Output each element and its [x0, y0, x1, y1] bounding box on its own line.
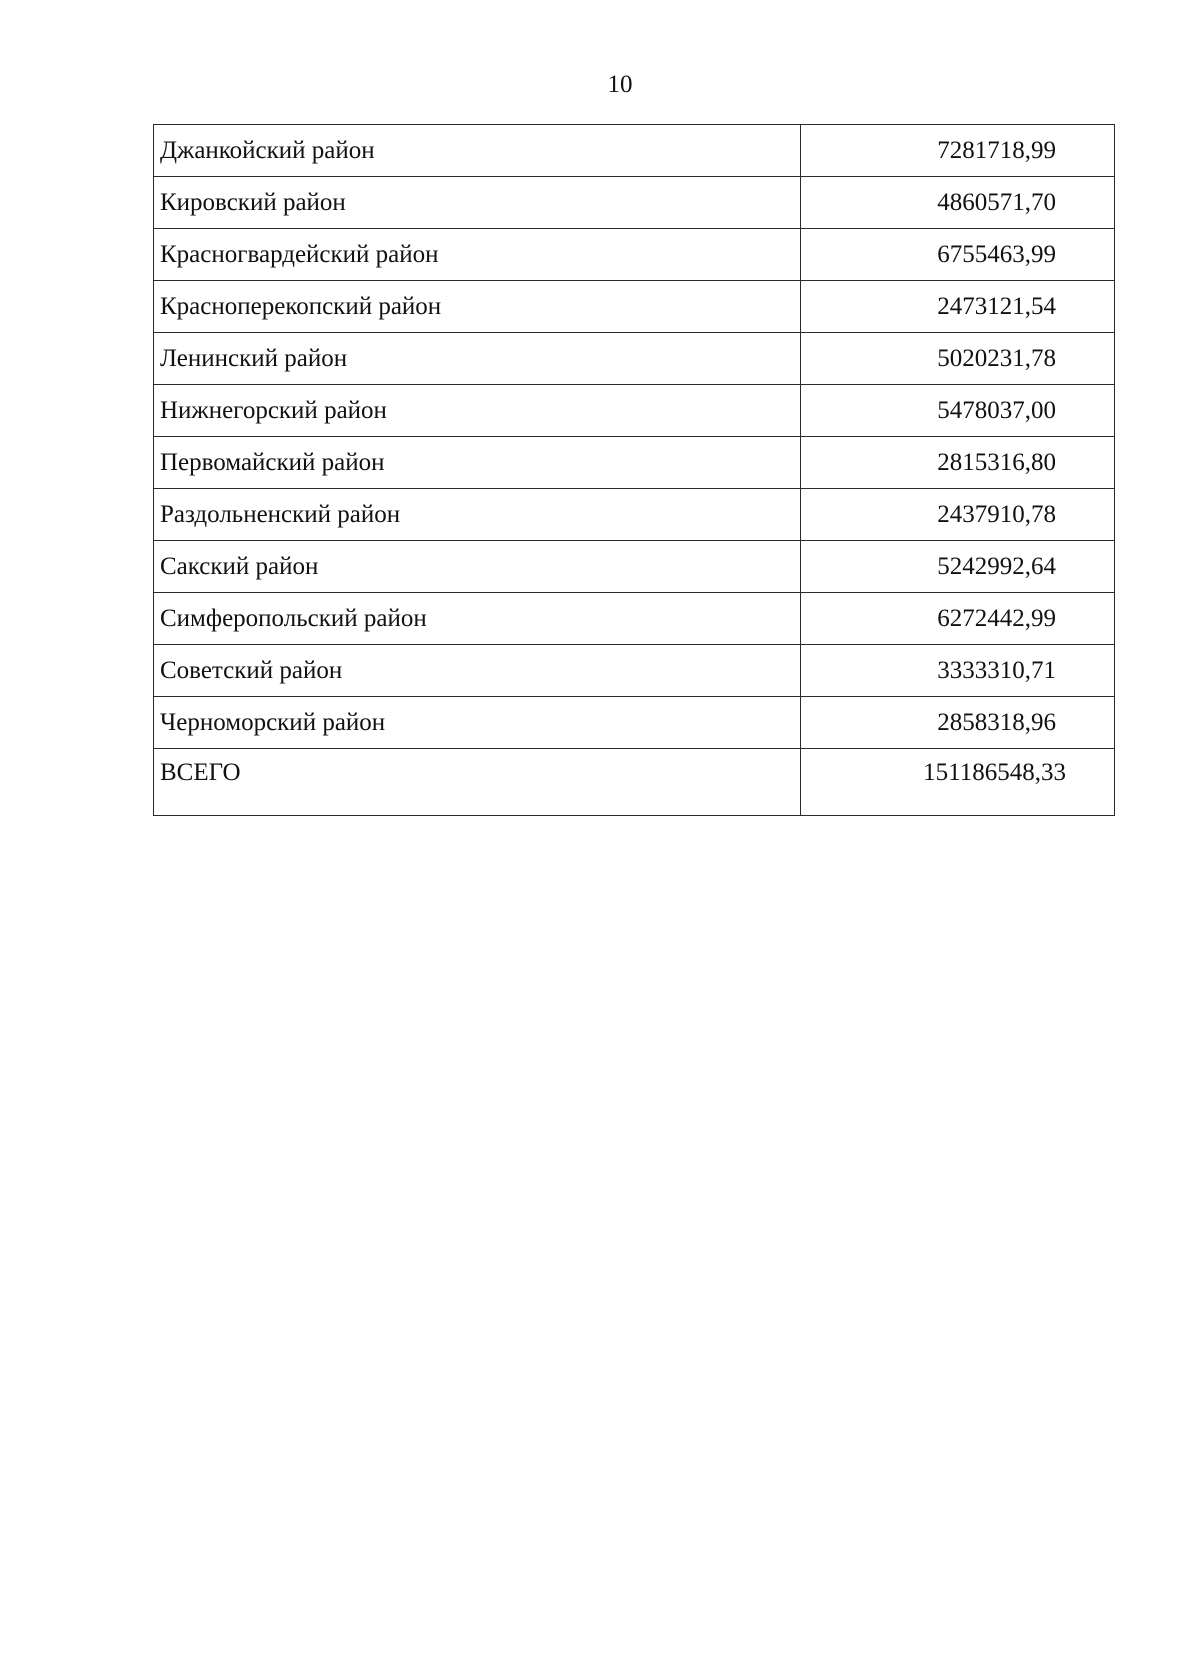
table-row	[154, 593, 1115, 645]
district-name-cell: Сакский район	[154, 541, 801, 593]
district-name-cell: Раздольненский район	[154, 489, 801, 541]
table-body	[154, 125, 1115, 816]
district-name-cell: Ленинский район	[154, 333, 801, 385]
district-amounts-table	[153, 124, 1115, 816]
amount-cell: 2473121,54	[801, 281, 1115, 333]
amount-cell: 3333310,71	[801, 645, 1115, 697]
amount-cell: 6272442,99	[801, 593, 1115, 645]
amount-cell: 4860571,70	[801, 177, 1115, 229]
table-row	[154, 541, 1115, 593]
amount-cell: 5242992,64	[801, 541, 1115, 593]
district-name-cell: Кировский район	[154, 177, 801, 229]
amount-cell: 6755463,99	[801, 229, 1115, 281]
table-row	[154, 697, 1115, 749]
district-name-cell: Джанкойский район	[154, 125, 801, 177]
amount-cell: 5020231,78	[801, 333, 1115, 385]
district-name-cell: Нижнегорский район	[154, 385, 801, 437]
total-label-cell: ВСЕГО	[154, 749, 801, 816]
total-row	[154, 749, 1115, 816]
amount-cell: 7281718,99	[801, 125, 1115, 177]
district-name-cell: Красноперекопский район	[154, 281, 801, 333]
amount-cell: 2858318,96	[801, 697, 1115, 749]
district-name-cell: Советский район	[154, 645, 801, 697]
table-row	[154, 125, 1115, 177]
district-name-cell: Первомайский район	[154, 437, 801, 489]
page-number: 10	[607, 71, 633, 98]
table-row	[154, 333, 1115, 385]
table-row	[154, 437, 1115, 489]
table-row	[154, 281, 1115, 333]
district-name-cell: Симферопольский район	[154, 593, 801, 645]
amount-cell: 5478037,00	[801, 385, 1115, 437]
amount-cell: 2815316,80	[801, 437, 1115, 489]
table-row	[154, 385, 1115, 437]
table-row	[154, 229, 1115, 281]
district-name-cell: Черноморский район	[154, 697, 801, 749]
total-amount-cell: 151186548,33	[801, 749, 1115, 816]
table-row	[154, 177, 1115, 229]
amount-cell: 2437910,78	[801, 489, 1115, 541]
district-name-cell: Красногвардейский район	[154, 229, 801, 281]
table-row	[154, 645, 1115, 697]
table-row	[154, 489, 1115, 541]
